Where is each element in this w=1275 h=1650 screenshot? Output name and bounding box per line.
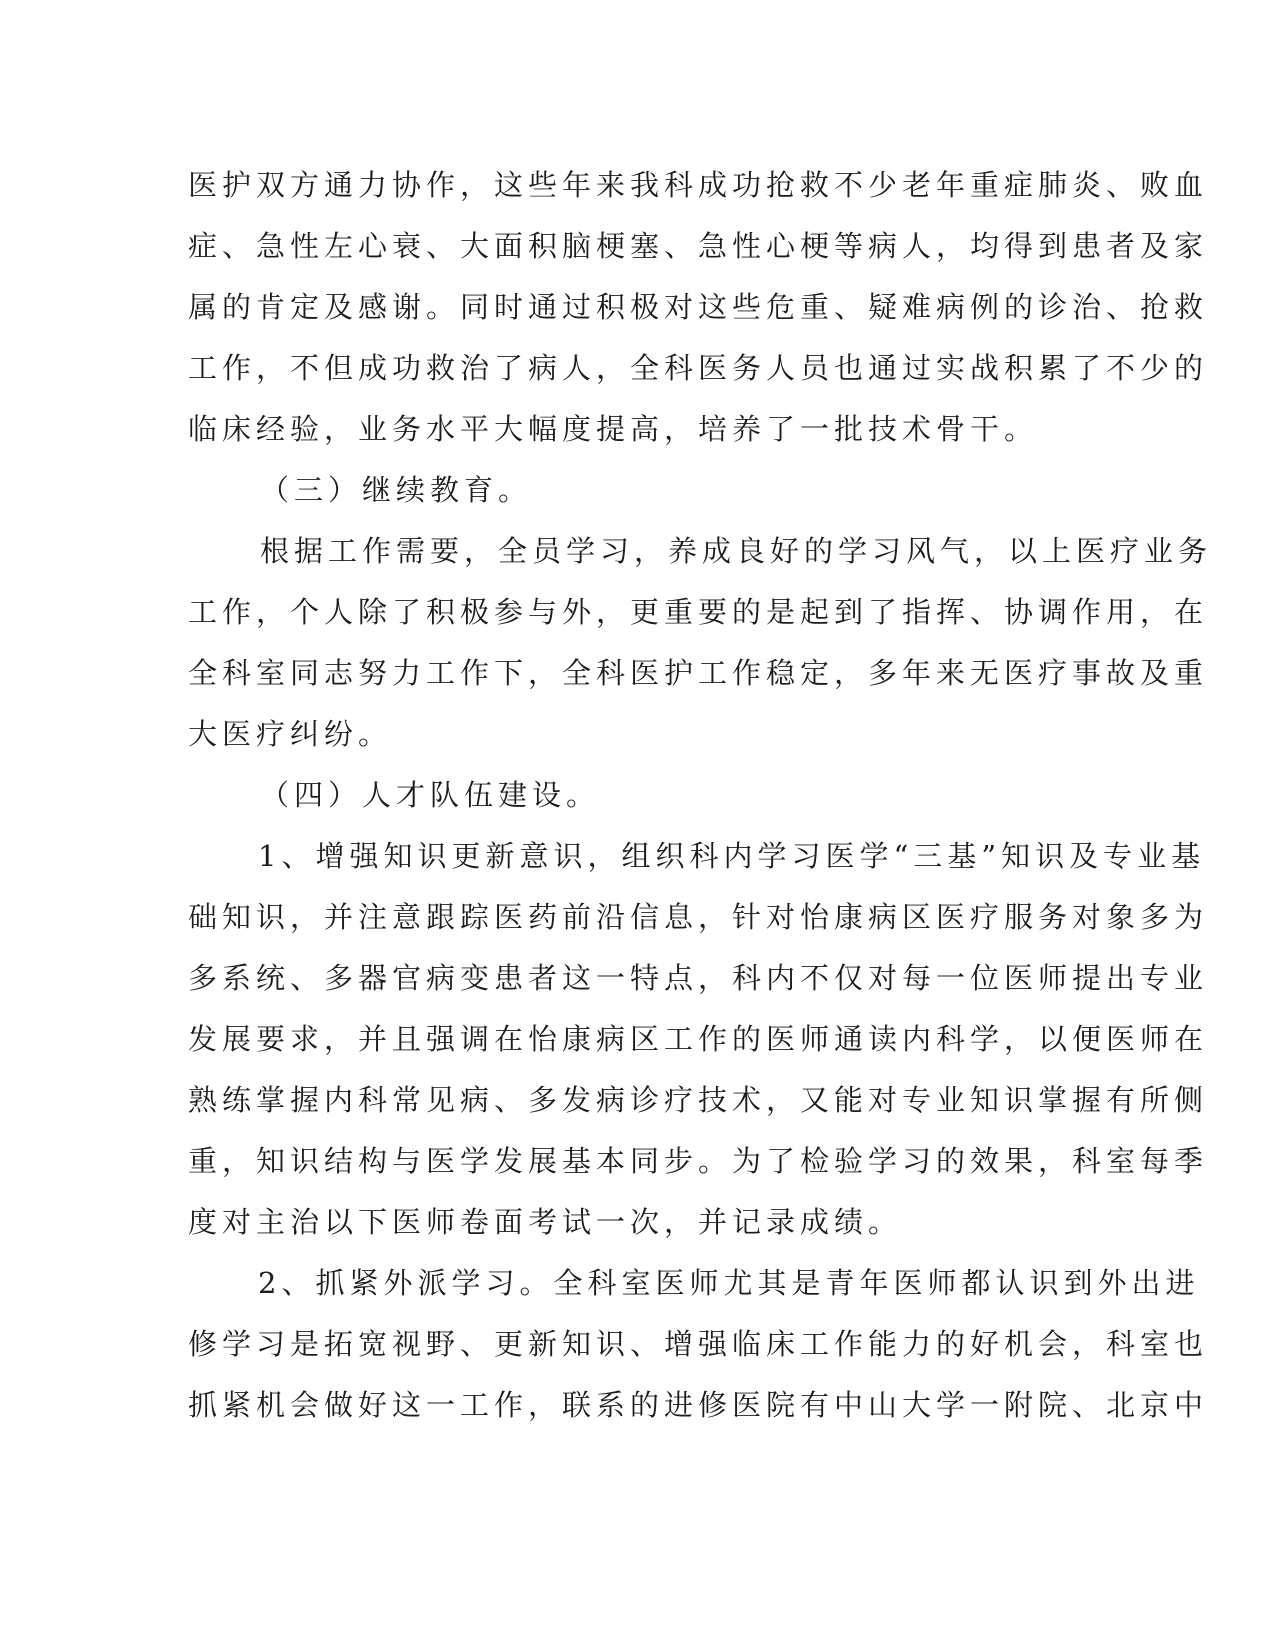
text-line: 熟练掌握内科常见病、多发病诊疗技术，又能对专业知识掌握有所侧 xyxy=(188,1083,1209,1117)
text-line: 修学习是拓宽视野、更新知识、增强临床工作能力的好机会，科室也 xyxy=(188,1327,1209,1361)
paragraph-start-line: 根据工作需要，全员学习，养成良好的学习风气，以上医疗业务 xyxy=(260,534,1213,568)
paragraph-start-line: 2、抓紧外派学习。全科室医师尤其是青年医师都认识到外出进 xyxy=(258,1266,1200,1300)
text-line: 重，知识结构与医学发展基本同步。为了检验学习的效果，科室每季 xyxy=(188,1144,1209,1178)
text-line: 度对主治以下医师卷面考试一次，并记录成绩。 xyxy=(188,1205,903,1239)
text-line: 大医疗纠纷。 xyxy=(188,717,393,751)
text-line: 础知识，并注意跟踪医药前沿信息，针对怡康病区医疗服务对象多为 xyxy=(188,900,1209,934)
text-line: 症、急性左心衰、大面积脑梗塞、急性心梗等病人，均得到患者及家 xyxy=(188,229,1209,263)
section-heading: （三）继续教育。 xyxy=(260,473,533,507)
text-line: 抓紧机会做好这一工作，联系的进修医院有中山大学一附院、北京中 xyxy=(188,1388,1209,1422)
text-line: 多系统、多器官病变患者这一特点，科内不仅对每一位医师提出专业 xyxy=(188,961,1209,995)
text-line: 医护双方通力协作，这些年来我科成功抢救不少老年重症肺炎、败血 xyxy=(188,168,1209,202)
text-line: 全科室同志努力工作下，全科医护工作稳定，多年来无医疗事故及重 xyxy=(188,656,1209,690)
document-body xyxy=(188,155,1213,1436)
text-line: 工作，不但成功救治了病人，全科医务人员也通过实战积累了不少的 xyxy=(188,351,1209,385)
section-heading: （四）人才队伍建设。 xyxy=(260,778,601,812)
text-line: 临床经验，业务水平大幅度提高，培养了一批技术骨干。 xyxy=(188,412,1039,446)
paragraph-start-line: 1、增强知识更新意识，组织科内学习医学“三基”知识及专业基 xyxy=(258,839,1206,873)
text-line: 发展要求，并且强调在怡康病区工作的医师通读内科学，以便医师在 xyxy=(188,1022,1209,1056)
text-line: 工作，个人除了积极参与外，更重要的是起到了指挥、协调作用，在 xyxy=(188,595,1209,629)
text-line: 属的肯定及感谢。同时通过积极对这些危重、疑难病例的诊治、抢救 xyxy=(188,290,1209,324)
